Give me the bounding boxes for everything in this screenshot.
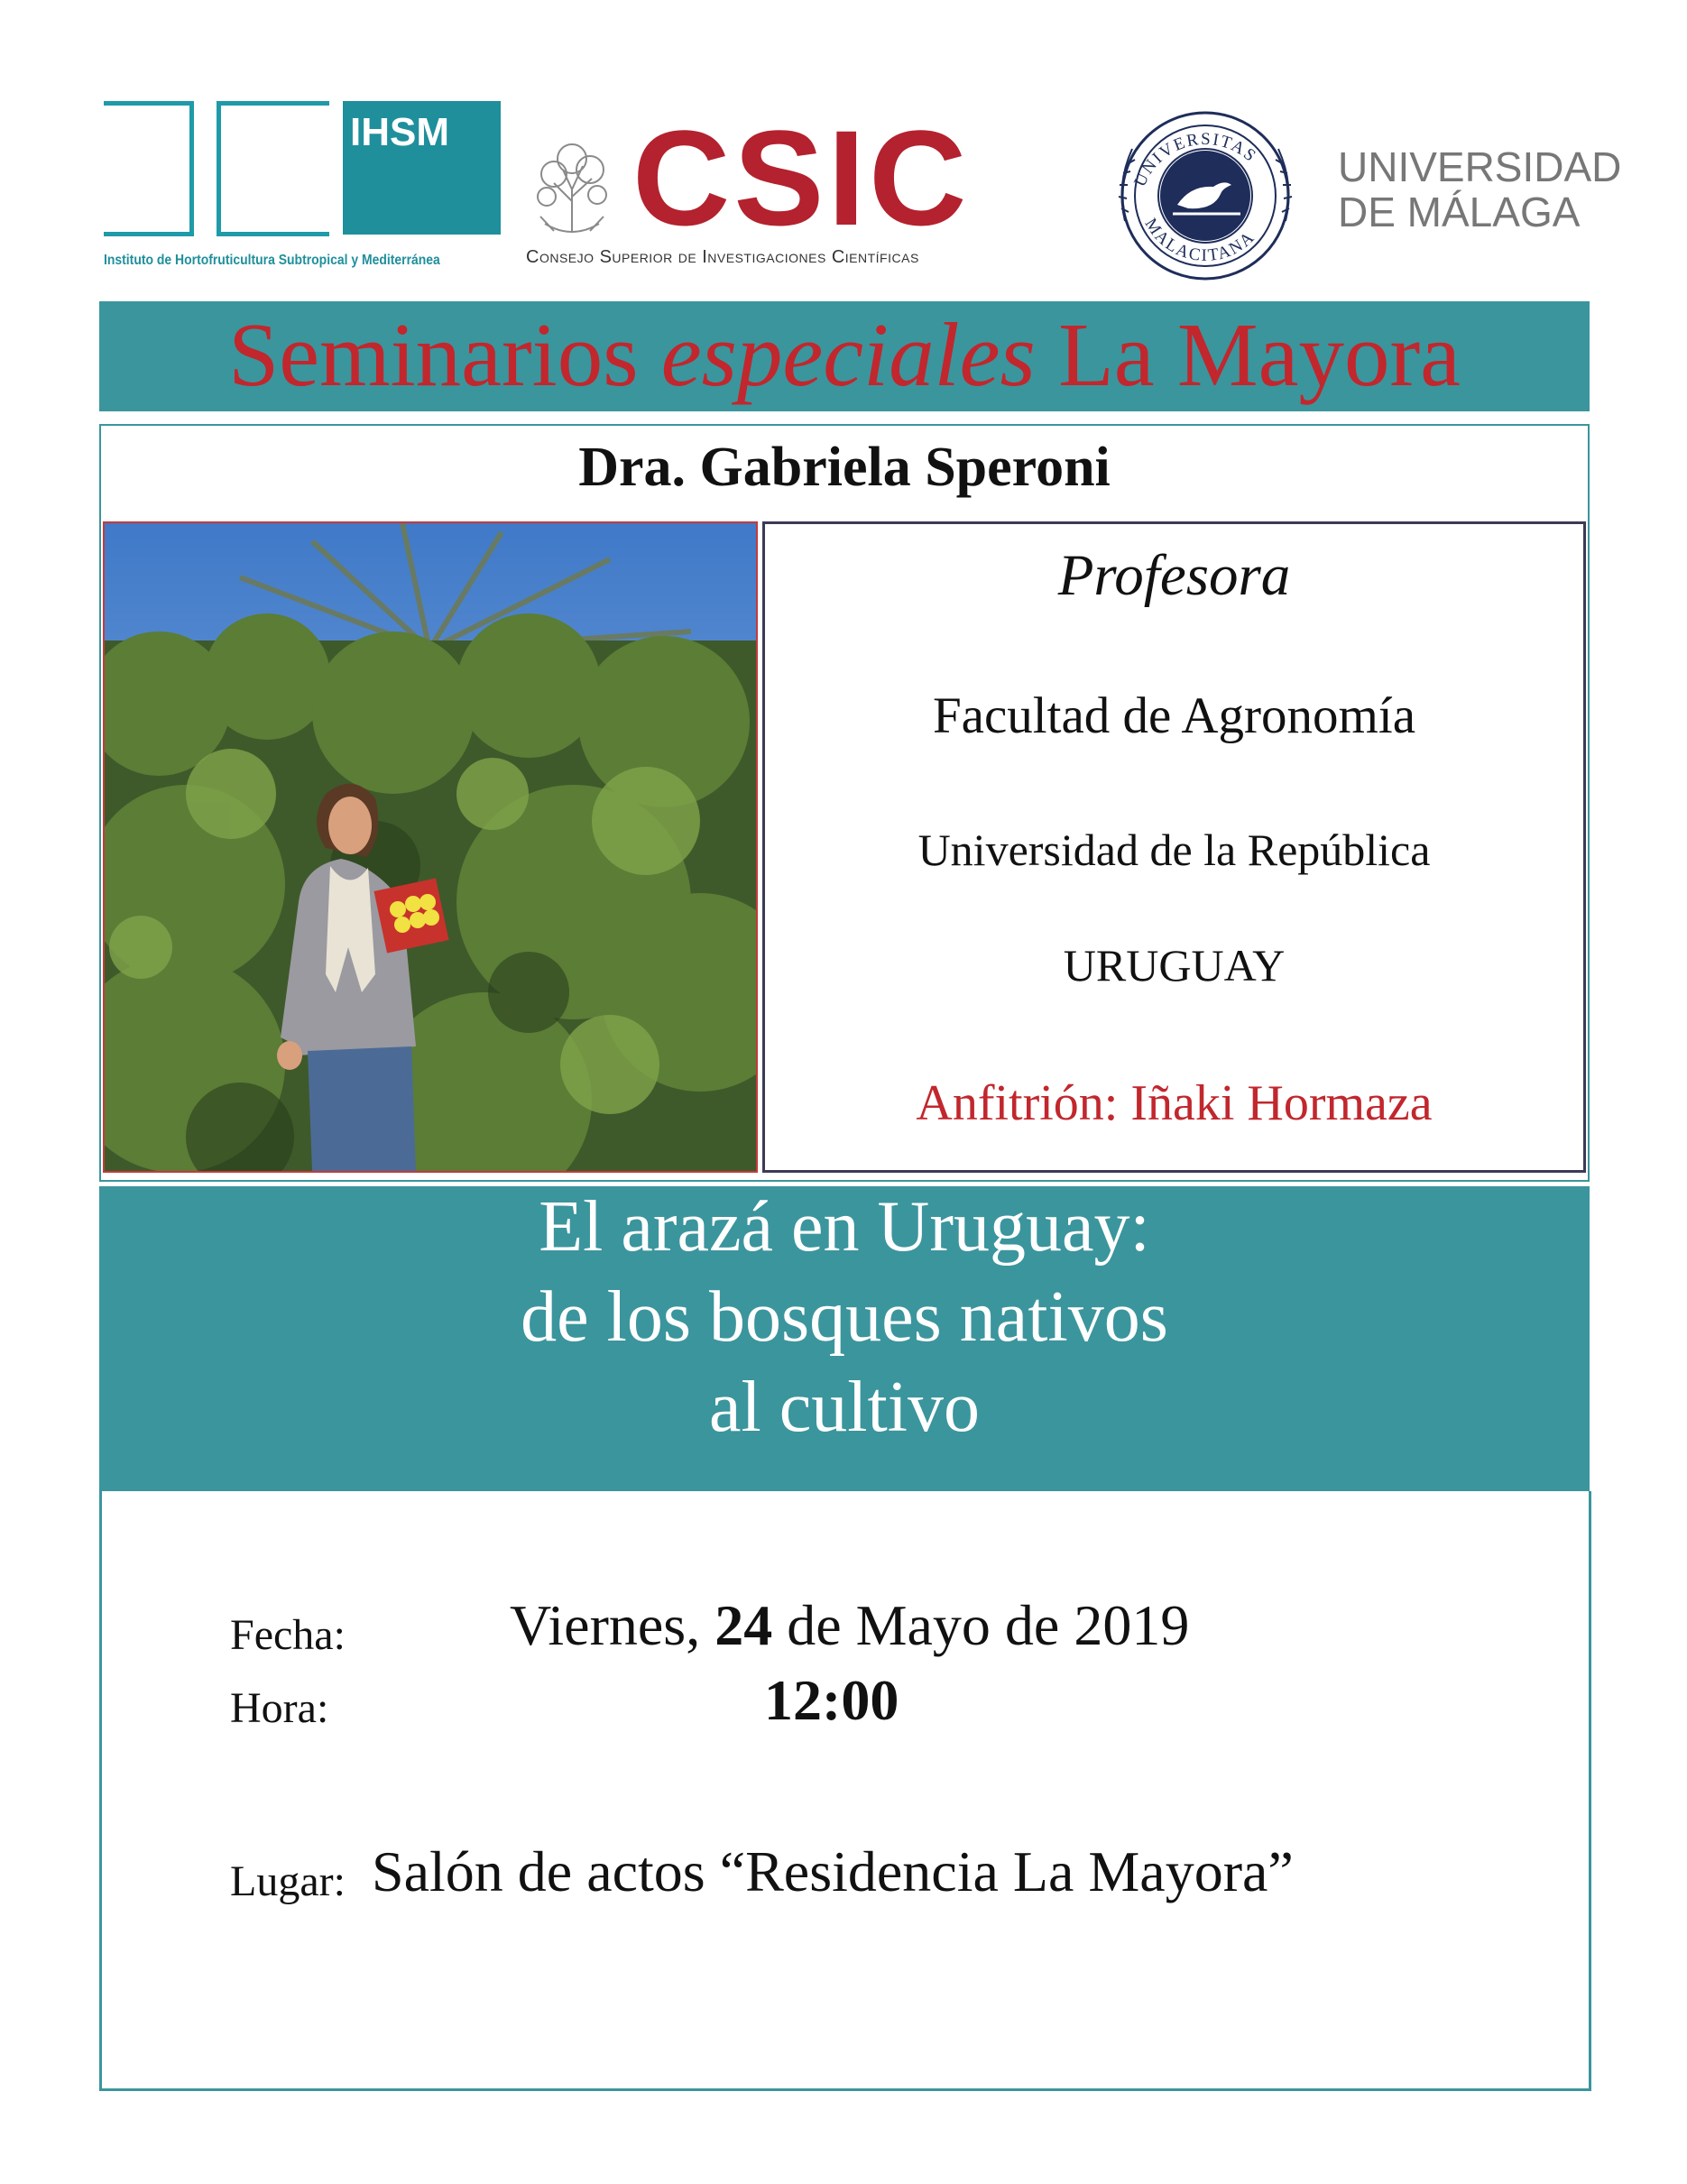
seminar-series-title [99,305,1590,404]
time-label: Hora: [230,1684,329,1732]
event-details-frame [99,1491,1591,2091]
host-name: Anfitrión: Iñaki Hormaza [916,1075,1433,1131]
talk-title-band [99,1186,1590,1491]
ihsm-bracket-left [104,101,194,236]
ihsm-abbreviation: IHSM [350,110,449,154]
svg-text:MALACITANA: MALACITANA [1140,215,1259,266]
venue-label: Lugar: [230,1857,346,1905]
uma-line-2: DE MÁLAGA [1338,189,1581,235]
date-value [510,1592,1189,1659]
speaker-role: Profesora [1057,543,1291,608]
date-label: Fecha: [230,1611,346,1659]
ihsm-logo [104,101,501,277]
date-day-number: 24 [714,1593,773,1657]
csic-full-name: Consejo Superior de Investigaciones Científicas [526,247,919,267]
speaker-faculty: Facultad de Agronomía [932,687,1416,744]
date-weekday: Viernes, [510,1593,701,1657]
title-band [99,301,1590,411]
svg-text:UNIVERSITAS: UNIVERSITAS [1130,129,1261,190]
csic-wordmark: CSIC [632,102,971,253]
speaker-photo-image [105,523,756,1171]
ihsm-subtitle: La Mayora [478,110,498,199]
csic-logo [526,102,1085,275]
ihsm-full-name: Instituto de Hortofruticultura Subtropical y Mediterránea [104,253,440,268]
date-month-year: de Mayo de 2019 [787,1593,1190,1657]
speaker-university: Universidad de la República [917,825,1431,875]
talk-title-line-2: de los bosques nativos [521,1277,1168,1357]
uma-line-1: UNIVERSIDAD [1338,143,1622,190]
talk-title-line-1: El arazá en Uruguay: [539,1187,1150,1267]
title-part-3: La Mayora [1058,304,1461,405]
ihsm-bracket-right [217,101,329,236]
csic-tree-emblem-icon [526,134,618,242]
title-part-1: Seminarios [228,304,639,405]
talk-title-line-3: al cultivo [709,1368,980,1447]
ihsm-box [343,101,501,235]
speaker-name: Dra. Gabriela Speroni [578,437,1111,498]
time-value: 12:00 [764,1668,899,1732]
universidad-malaga-wordmark [1338,144,1621,235]
title-part-2: especiales [660,304,1036,405]
speaker-country: URUGUAY [1063,940,1286,991]
speaker-photo [103,521,758,1173]
speaker-affiliation-box [762,521,1586,1173]
venue-value: Salón de actos “Residencia La Mayora” [372,1839,1294,1903]
universidad-malaga-seal-icon [1105,104,1305,289]
